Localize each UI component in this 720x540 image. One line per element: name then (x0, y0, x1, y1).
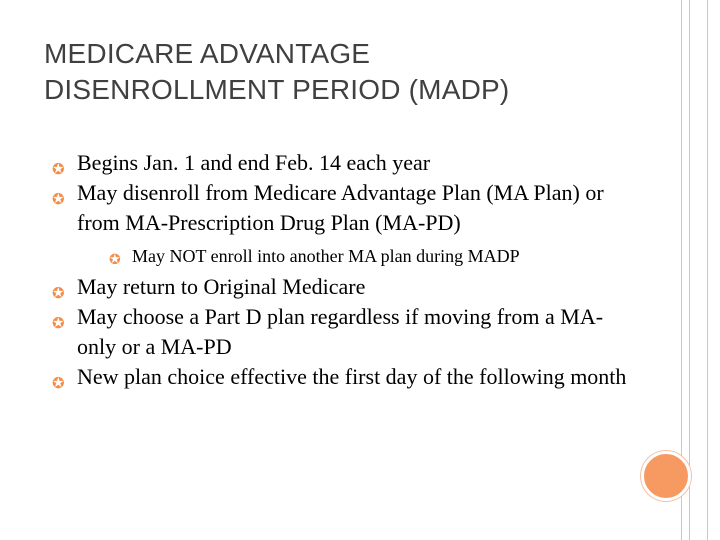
bullet-item (0, 362, 637, 392)
slide-title (44, 36, 644, 108)
star-bullet-icon: ✪ (109, 252, 121, 268)
bullet-text: New plan choice effective the first day of the following month (77, 364, 627, 389)
bullet-text: May return to Original Medicare (77, 274, 366, 299)
bullet-item (0, 148, 637, 178)
sub-bullet-text: May NOT enroll into another MA plan during MADP (132, 246, 520, 266)
bullet-list (0, 148, 680, 392)
star-bullet-icon: ✪ (52, 284, 65, 302)
decorative-circle-icon (641, 451, 691, 501)
title-line-1: MEDICARE ADVANTAGE (44, 38, 371, 69)
title-line-2: DISENROLLMENT PERIOD (MADP) (44, 74, 510, 105)
bullet-item (0, 302, 637, 362)
bullet-text: May disenroll from Medicare Advantage Plan (MA Plan) or from MA-Prescription Drug Plan (MA-PD) (77, 180, 604, 235)
bullet-text: Begins Jan. 1 and end Feb. 14 each year (77, 150, 431, 175)
star-bullet-icon: ✪ (52, 190, 65, 208)
sub-bullet-item (0, 242, 632, 270)
star-bullet-icon: ✪ (52, 314, 65, 332)
frame-line-middle (689, 0, 690, 540)
star-bullet-icon: ✪ (52, 374, 65, 392)
star-bullet-icon: ✪ (52, 160, 65, 178)
bullet-text: May choose a Part D plan regardless if moving from a MA-only or a MA-PD (77, 304, 604, 359)
bullet-item (0, 272, 637, 302)
frame-line-right (707, 0, 708, 540)
bullet-item (0, 178, 637, 238)
